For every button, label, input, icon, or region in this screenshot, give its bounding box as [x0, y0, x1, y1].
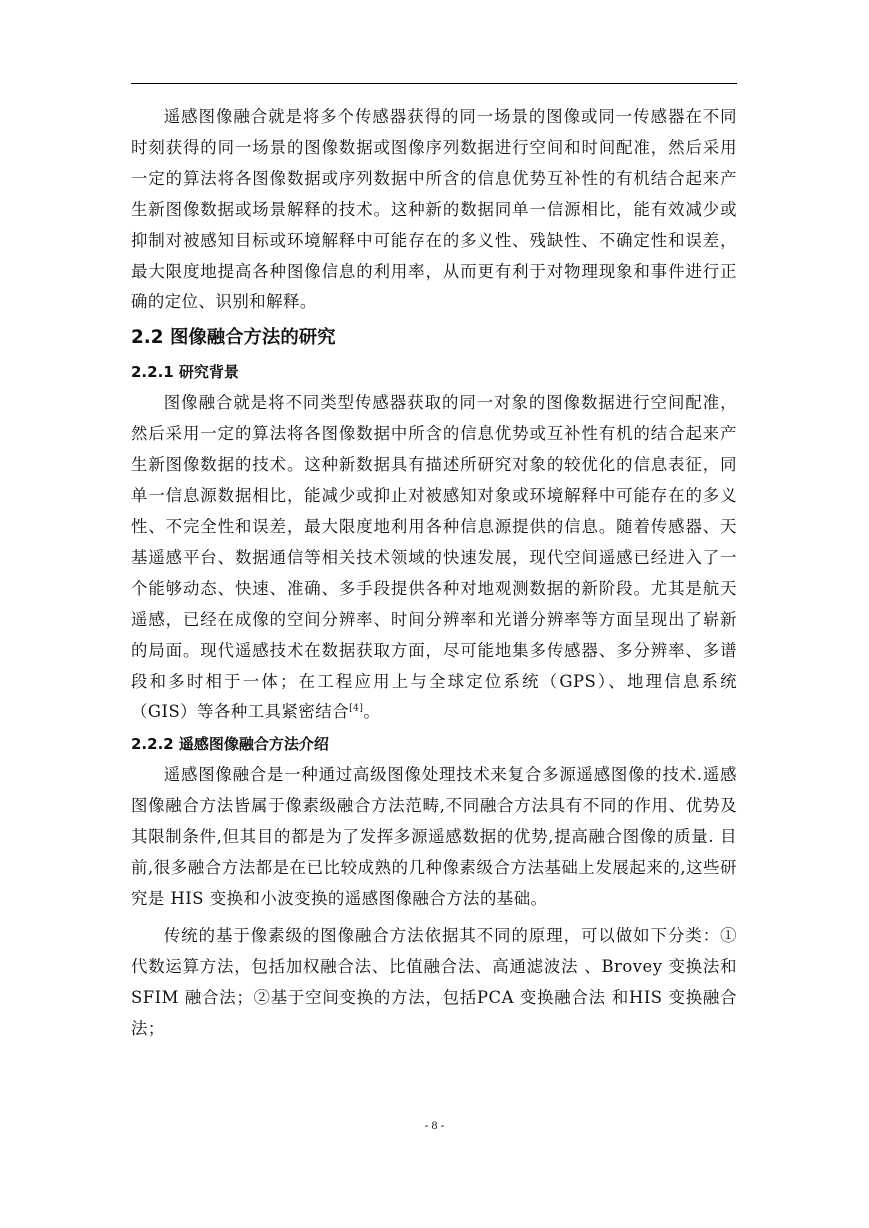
paragraph-research-background: [131, 388, 737, 728]
section-heading-2-2: 2.2 图像融合方法的研究: [131, 327, 336, 349]
page-number: - 8 -: [424, 1118, 445, 1132]
subsection-heading-2-2-1: 2.2.1 研究背景: [131, 363, 239, 382]
paragraph-research-background-text: 图像融合就是将不同类型传感器获取的同一对象的图像数据进行空间配准，然后采用一定的算法将各图像数据中所含的信息优势或互补性有机的结合起来产生新图像数据的技术。这种新数据具有描述所研究对象的较优化的信息表征，同单一信息源数据相比，能减少或抑止对被感知对象或环境解释中可能存在的多义性、不完全性和误差，最大限度地利用各种信息源提供的信息。随着传感器、天基遥感平台、数据通信等相关技术领域的快速发展，现代空间遥感已经进入了一个能够动态、快速、准确、多手段提供各种对地观测数据的新阶段。尤其是航天遥感，已经在成像的空间分辨率、时间分辨率和光谱分辨率等方面呈现出了崭新的局面。现代遥感技术在数据获取方面，尽可能地集多传感器、多分辨率、多谱段和多时相于一体；在工程应用上与全球定位系统（GPS）、地理信息系统（GIS）等各种工具紧密结合: [131, 393, 737, 722]
subsection-heading-2-2-2: 2.2.2 遥感图像融合方法介绍: [131, 735, 329, 754]
paragraph-fusion-methods-intro: 遥感图像融合是一种通过高级图像处理技术来复合多源遥感图像的技术.遥感图像融合方法皆属于像素级融合方法范畴,不同融合方法具有不同的作用、优势及其限制条件,但其目的都是为了发挥多源遥感数据的优势,提高融合图像的质量. 目前,很多融合方法都是在已比较成熟的几种像素级合方法基础上发展起来的,这些研究是 HIS 变换和小波变换的遥感图像融合方法的基础。: [131, 765, 737, 908]
citation-4: [4]: [349, 703, 364, 714]
paragraph-fusion-definition: 遥感图像融合就是将多个传感器获得的同一场景的图像或同一传感器在不同时刻获得的同一场景的图像数据或图像序列数据进行空间和时间配准，然后采用一定的算法将各图像数据或序列数据中所含的信息优势互补性的有机结合起来产生新图像数据或场景解释的技术。这种新的数据同单一信源相比，能有效减少或抑制对被感知目标或环境解释中可能存在的多义性、残缺性、不确定性和误差，最大限度地提高各种图像信息的利用率，从而更有利于对物理现象和事件进行正确的定位、识别和解释。: [131, 107, 737, 312]
paragraph-traditional-methods: 传统的基于像素级的图像融合方法依据其不同的原理，可以做如下分类：①代数运算方法，包括加权融合法、比值融合法、高通滤波法 、Brovey 变换法和 SFIM 融合法；②基于空间变换的方法，包括PCA 变换融合法 和HIS 变换融合法；: [131, 925, 737, 1038]
header-rule: [131, 83, 737, 84]
paragraph-research-background-end: 。: [363, 702, 381, 722]
page-body: [131, 102, 737, 1044]
